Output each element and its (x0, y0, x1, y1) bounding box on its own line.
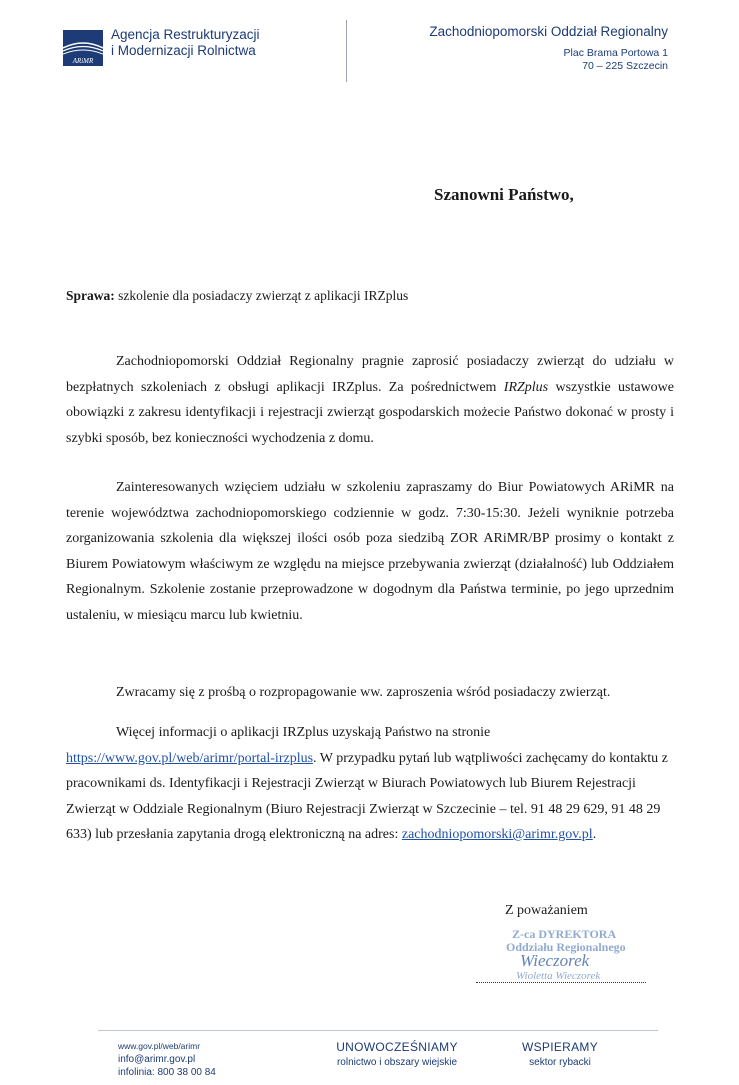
p2-text: Zainteresowanych wzięciem udziału w szkoleniu zapraszamy do Biur Powiatowych ARiMR na terenie województwa zachodniopomorskiego codziennie w godz. 7:30-15:30. Jeżeli wyniknie potrzeba zorganizowania szkolenia dla większej ilości osób poza siedzibą ZOR ARiMR/BP prosimy o kontakt z Biurem Powiatowym właściwym ze względu na miejsce przebywania zwierząt (działalność) lub Oddziałem Regionalnym. Szkolenie zostanie przeprowadzone w dogodnym dla Państwa terminie, po jego uprzednim ustaleniu, w miesiącu marcu lub kwietniu. (66, 480, 674, 623)
paragraph-more-info (66, 720, 674, 848)
subject-label: Sprawa: (66, 288, 115, 303)
subject-text: szkolenie dla posiadaczy zwierząt z aplikacji IRZplus (114, 288, 409, 303)
footer-divider (98, 1030, 658, 1031)
address-line1: Plac Brama Portowa 1 (563, 47, 668, 59)
p1-text-b: wszystkie ustawowe obowiązki z zakresu identyfikacji i rejestracji zwierząt gospodarskich możecie Państwo dokonać w prosty i szybki sposób, bez konieczności wychodzenia z domu. (66, 379, 675, 446)
subject-line (66, 288, 408, 304)
paragraph-training-details (66, 475, 674, 628)
p4-text-a: Więcej informacji o aplikacji IRZplus uzyskają Państwo na stronie (116, 725, 491, 740)
closing: Z poważaniem (505, 903, 588, 918)
footer-support-head: WSPIERAMY (521, 1040, 599, 1054)
handwritten-signature: Wieczorek (520, 951, 590, 970)
footer-modernize (318, 1040, 476, 1068)
stamp-branch: Oddziału Regionalnego (506, 940, 626, 954)
footer-modernize-head: UNOWOCZEŚNIAMY (336, 1040, 458, 1054)
agency-line2: i Modernizacji Rolnictwa (111, 43, 256, 58)
footer-email[interactable]: info@arimr.gov.pl (118, 1054, 196, 1065)
address-line2: 70 – 225 Szczecin (582, 60, 668, 72)
footer-support (500, 1040, 620, 1068)
p3-text: Zwracamy się z prośbą o rozpropagowanie ww. zaproszenia wśród posiadaczy zwierząt. (116, 685, 611, 700)
branch-address (380, 47, 668, 73)
arimr-logo (63, 30, 103, 66)
paragraph-invitation (66, 349, 674, 451)
p4-text-b: . W przypadku pytań lub wątpliwości zachęcamy do kontaktu z pracownikami ds. Identyfikacji i Rejestracji Zwierząt w Biurach Powiatowych lub Biurem Rejestracji Zwierząt w Oddziale Regionalnym (Biuro Rejestracji Zwierząt w Szczecinie – tel. 91 48 29 629, 91 48 29 633) lub przesłania zapytania drogą elektroniczną na adres: (66, 750, 668, 842)
branch-name: Zachodniopomorski Oddział Regionalny (429, 24, 668, 39)
signature-line (476, 966, 646, 983)
stamp-title: Z-ca DYREKTORA (512, 927, 617, 941)
p1-text-a: Zachodniopomorski Oddział Regionalny pragnie zaprosić posiadaczy zwierząt do udziału w bezpłatnych szkoleniach z obsługi aplikacji IRZplus. Za pośrednictwem (66, 354, 674, 395)
agency-name (111, 27, 260, 59)
email-link[interactable]: zachodniopomorski@arimr.gov.pl (401, 827, 593, 842)
p1-emphasis: IRZplus (503, 379, 549, 395)
footer-support-sub: sektor rybacki (529, 1057, 591, 1068)
header-divider (346, 20, 347, 82)
stamp-name: Wioletta Wieczorek (516, 970, 601, 982)
footer-hotline: infolinia: 800 38 00 84 (118, 1067, 216, 1078)
footer-modernize-sub: rolnictwo i obszary wiejskie (336, 1057, 458, 1068)
footer-web[interactable]: www.gov.pl/web/arimr (118, 1041, 201, 1051)
p4-end: . (592, 827, 597, 842)
logo-text: ARiMR (72, 57, 94, 65)
footer-contact (118, 1040, 216, 1079)
portal-link[interactable]: https://www.gov.pl/web/arimr/portal-irzplus (66, 750, 314, 766)
agency-line1: Agencja Restrukturyzacji (111, 27, 260, 42)
paragraph-request (66, 680, 674, 706)
greeting: Szanowni Państwo, (434, 185, 574, 204)
